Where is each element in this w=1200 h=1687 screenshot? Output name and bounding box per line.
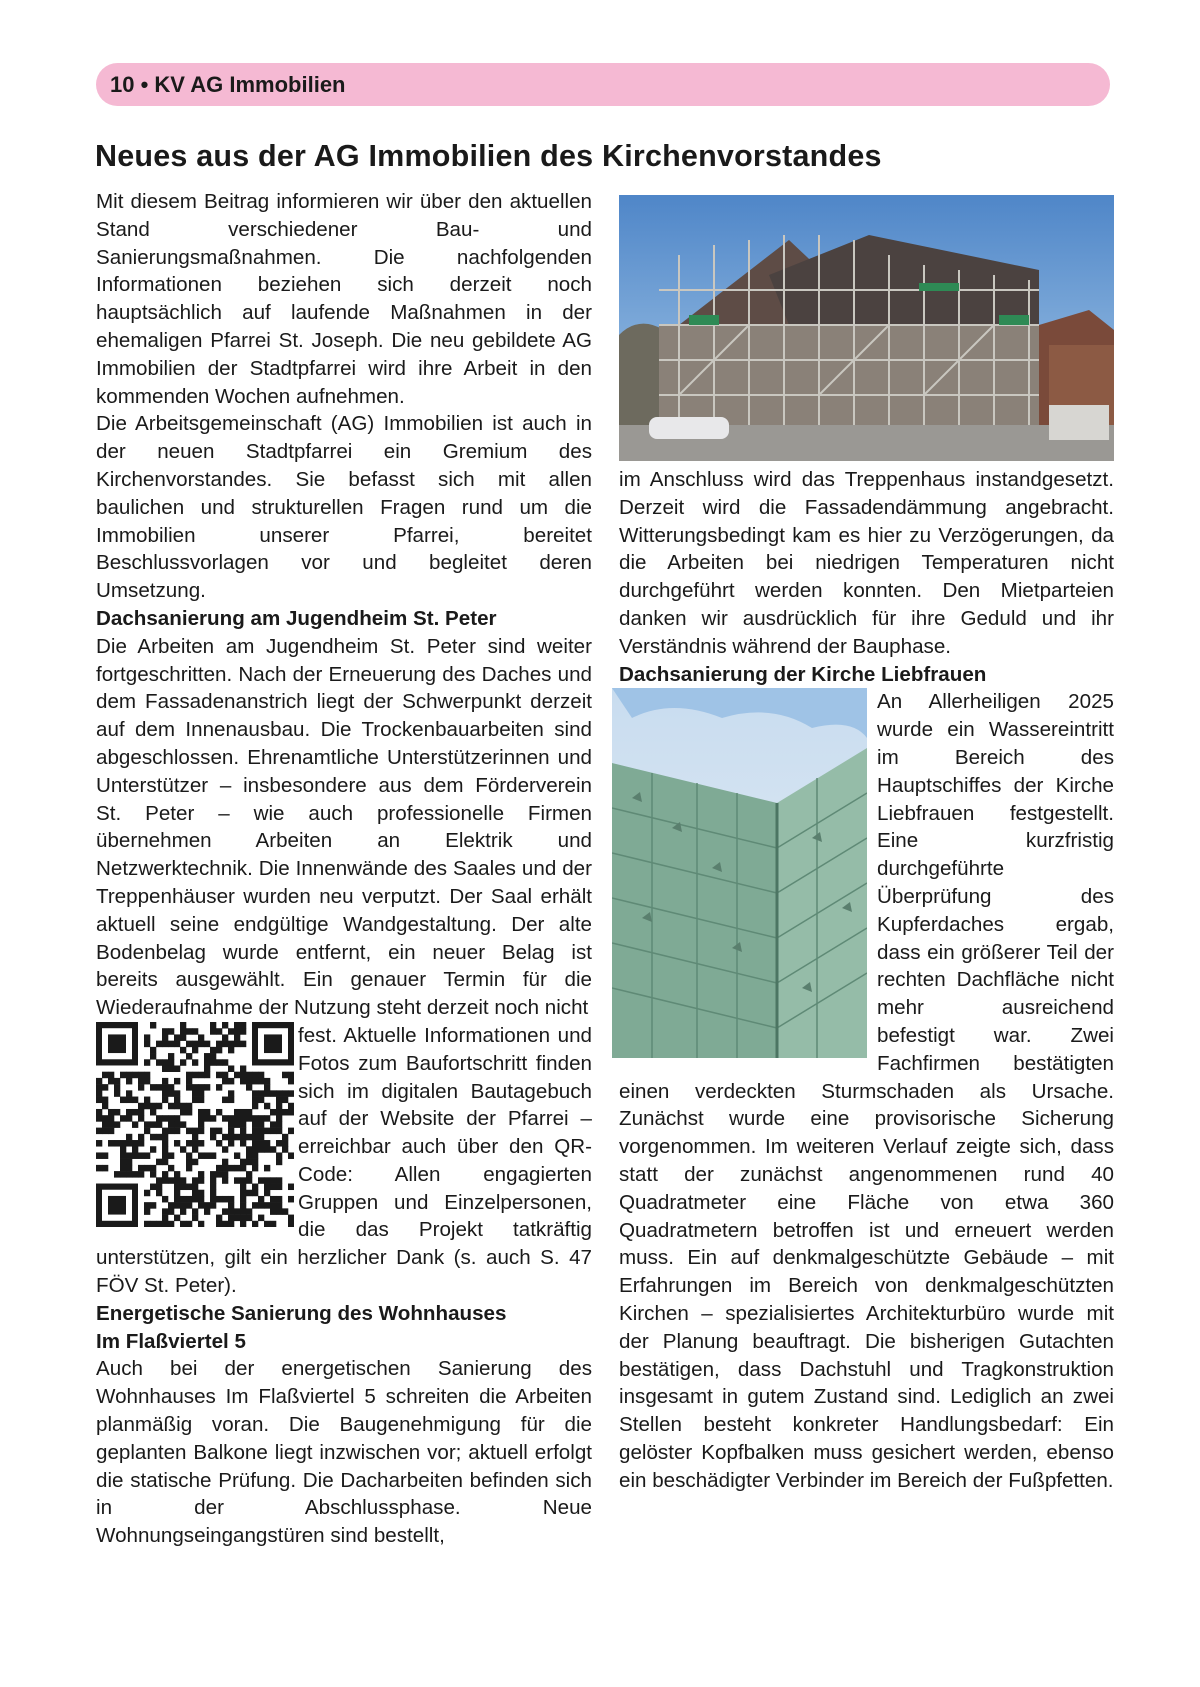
qr-code[interactable]	[96, 1022, 294, 1227]
house-with-scaffolding-photo	[619, 195, 1114, 461]
copper-roof-photo	[612, 688, 867, 1058]
jugendheim-paragraph-1: Die Arbeiten am Jugendheim St. Peter sind weiter fortgeschritten. Nach der Erneuerung des Daches und dem Fassadenanstrich liegt der Schwerpunkt derzeit auf dem Innenausbau. Die Trockenbauarbeiten sind abgeschlossen. Ehrenamtliche Unterstützerinnen und Unterstützer – insbesondere aus dem Förderverein St. Peter – wie auch professionelle Firmen übernehmen Arbeiten an Elektrik und Netzwerktechnik. Die Innenwände des Saales und der Treppenhäuser wurden neu verputzt. Der Saal erhält aktuell seine endgültige Wandgestaltung. Der alte Bodenbelag wurde entfernt, ein neuer Belag ist bereits ausgewählt. Ein genauer Termin für die Wiederaufnahme der Nutzung steht derzeit noch nicht	[96, 634, 592, 1020]
page-header	[96, 63, 1110, 106]
section-heading-liebfrauen: Dachsanierung der Kirche Liebfrauen	[619, 662, 987, 686]
copper-roof-photo-graphic	[612, 688, 867, 1058]
intro-paragraph-2: Die Arbeitsgemeinschaft (AG) Immobilien ist auch in der neuen Stadtpfarrei ein Gremium des Kirchenvorstandes. Sie befasst sich mit allen baulichen und strukturellen Fragen rund um die Immobilien unserer Pfarrei, bereitet Beschlussvorlagen vor und begleitet deren Umsetzung.	[96, 412, 592, 603]
page-title: Neues aus der AG Immobilien des Kirchenvorstandes	[95, 139, 882, 173]
jugendheim-paragraph-2: fest. Aktuelle Informationen und Fotos zum Baufortschritt finden sich im digitalen Bautagebuch auf der Website der Pfarrei – erreichbar auch über den QR-Code: Allen engagierten Gruppen und Einzelpersonen, die das Projekt tatkräftig unterstützen, gilt ein herzlicher Dank (s. auch S. 47 FÖV St. Peter).	[96, 1023, 592, 1298]
wohnhaus-paragraph-2: im Anschluss wird das Treppenhaus instandgesetzt. Derzeit wird die Fassadendämmung angebracht. Witterungsbedingt kam es hier zu Verzögerungen, da die Arbeiten bei niedrigen Temperaturen nicht durchgeführt werden konnten. Den Mietparteien danken wir ausdrücklich für ihre Geduld und ihr Verständnis während der Bauphase.	[619, 468, 1114, 658]
header-label: 10 • KV AG Immobilien	[110, 71, 346, 97]
wohnhaus-paragraph-1: Auch bei der energetischen Sanierung des Wohnhauses Im Flaßviertel 5 schreiten die Arbeiten planmäßig voran. Die Baugenehmigung für die geplanten Balkone liegt inzwischen vor; aktuell erfolgt die statische Prüfung. Die Dacharbeiten befinden sich in der Abschlussphase. Neue Wohnungseingangstüren sind bestellt,	[96, 1357, 592, 1548]
left-column	[96, 188, 592, 1550]
liebfrauen-paragraph-1: An Allerheiligen 2025 wurde ein Wassereintritt im Bereich des Hauptschiffes der Kirche Liebfrauen festgestellt. Eine kurzfristig durchgeführte Überprüfung des Kupferdaches ergab, dass ein größerer Teil der rechten Dachfläche nicht mehr ausreichend befestigt war. Zwei Fachfirmen bestätigten einen verdeckten Sturmschaden als Ursache. Zunächst wurde eine provisorische Sicherung vorgenommen. Im weiteren Verlauf zeigte sich, dass statt der zunächst angenommenen rund 40 Quadratmeter eine Fläche von etwa 360 Quadratmetern betroffen ist und erneuert werden muss. Ein auf denkmalgeschützte Gebäude – mit Erfahrungen im Bereich von denkmalgeschützten Kirchen – spezialisiertes Architekturbüro wurde mit der Planung beauftragt. Die bisherigen Gutachten bestätigen, dass Dachstuhl und Tragkonstruktion insgesamt in gutem Zustand sind. Lediglich an zwei Stellen besteht konkreter Handlungsbedarf: Ein gelöster Kopfbalken muss gesichert werden, ebenso ein beschädigter Verbinder im Bereich der Fußpfetten.	[619, 690, 1114, 1492]
section-heading-wohnhaus	[96, 1300, 592, 1356]
right-column	[619, 466, 1114, 1494]
qr-code-graphic	[96, 1022, 294, 1227]
section-heading-wohnhaus-line2: Im Flaßviertel 5	[96, 1329, 246, 1353]
scaffolding-photo-graphic	[619, 195, 1114, 461]
section-heading-wohnhaus-line1: Energetische Sanierung des Wohnhauses	[96, 1301, 507, 1325]
section-heading-jugendheim: Dachsanierung am Jugendheim St. Peter	[96, 606, 497, 630]
intro-paragraph-1: Mit diesem Beitrag informieren wir über den aktuellen Stand verschiedener Bau- und Sanierungsmaßnahmen. Die nachfolgenden Informationen beziehen sich derzeit noch hauptsächlich auf laufende Maßnahmen in der ehemaligen Pfarrei St. Joseph. Die neu gebildete AG Immobilien der Stadtpfarrei wird ihre Arbeit in den kommenden Wochen aufnehmen.	[96, 190, 592, 408]
